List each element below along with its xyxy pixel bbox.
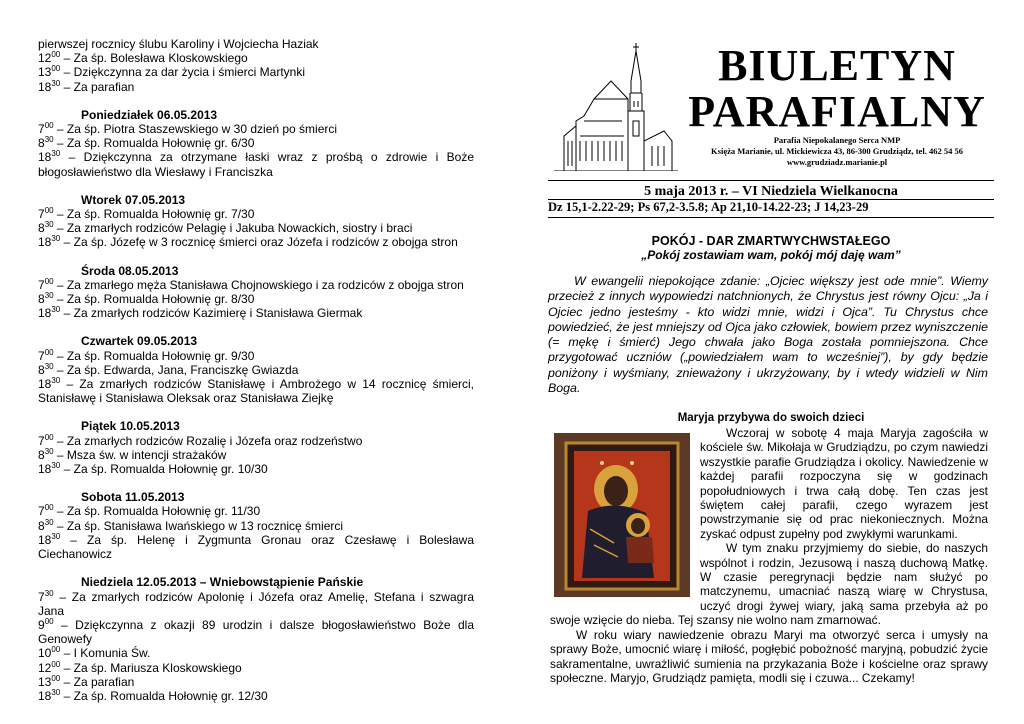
mary-paragraph-1: Wczoraj w sobotę 4 maja Maryja zagościła w kościele św. Mikołaja w Grudziądzu, po czym nawiedzi wszystkie parafie Grudziądza i okolicy. Nawiedzenie w każdej parafii rozpoczyna się w godzinach popołudniowych i trwa całą dobę. Ten czas jest świętem całej parafii, czego wyrazem jest powstrzymanie się od prac niekoniecznych. Można zyskać odpust zupełny pod zwykłymi warunkami. xyxy=(700,426,988,541)
intention-minutes: 30 xyxy=(44,446,54,456)
intention-minutes: 00 xyxy=(51,50,61,60)
day-heading: Czwartek 09.05.2013 xyxy=(81,334,198,349)
intention-minutes: 30 xyxy=(44,291,54,301)
intention-hour: 18 xyxy=(38,532,52,547)
intention-minutes: 30 xyxy=(44,588,54,598)
intention-hour: 8 xyxy=(38,221,45,236)
intention-minutes: 00 xyxy=(44,616,54,626)
parish-address: Księża Marianie, ul. Mickiewicza 43, 86-300 Grudziądz, tel. 462 54 56 xyxy=(711,146,963,156)
bulletin-front-page xyxy=(548,37,994,685)
intention-hour: 8 xyxy=(38,447,45,462)
intention-text: – Za śp. Helenę i Zygmunta Gronau oraz Czesławę i Bolesława Ciechanowicz xyxy=(38,532,474,562)
day-heading: Piątek 10.05.2013 xyxy=(81,419,180,434)
intention-minutes: 00 xyxy=(51,659,61,669)
intention-line xyxy=(38,504,474,518)
intention-line xyxy=(38,207,474,221)
intention-hour: 8 xyxy=(38,518,45,533)
intention-minutes: 00 xyxy=(51,64,61,74)
intention-minutes: 30 xyxy=(44,135,54,145)
intention-hour: 7 xyxy=(38,277,45,292)
intention-minutes: 00 xyxy=(44,206,54,216)
day-heading: Sobota 11.05.2013 xyxy=(81,490,185,505)
intention-hour: 7 xyxy=(38,348,45,363)
intention-hour: 8 xyxy=(38,292,45,307)
intention-minutes: 30 xyxy=(51,78,61,88)
day-heading: Niedziela 12.05.2013 – Wniebowstąpienie Pańskie xyxy=(81,575,364,590)
intention-hour: 10 xyxy=(38,646,52,661)
intention-hour: 8 xyxy=(38,136,45,151)
intention-minutes: 30 xyxy=(44,361,54,371)
black-madonna-icon-photo xyxy=(554,433,690,597)
intention-hour: 12 xyxy=(38,51,52,66)
intention-text: – Za zmarłych rodziców Apolonię i Józefa oraz Amelię, Stefana i szwagra Jana xyxy=(38,589,474,618)
intention-minutes: 30 xyxy=(51,149,61,159)
intention-hour: 18 xyxy=(38,462,52,477)
intention-text: – Za śp. Romualda Hołownię gr. 10/30 xyxy=(60,462,268,477)
intention-hour: 18 xyxy=(38,306,52,321)
intention-line xyxy=(38,661,474,675)
intention-line: pierwszej rocznicy ślubu Karoliny i Wojciecha Haziak xyxy=(38,37,319,51)
intention-minutes: 00 xyxy=(44,347,54,357)
intention-hour: 18 xyxy=(38,688,52,703)
intention-hour: 7 xyxy=(38,207,45,222)
intention-line xyxy=(38,618,474,646)
intention-line xyxy=(38,646,474,660)
bulletin-title-line1: BIULETYN xyxy=(718,41,956,90)
intention-text: – Za śp. Romualda Hołownię gr. 12/30 xyxy=(60,688,268,703)
intention-line xyxy=(38,65,474,79)
intention-line xyxy=(38,349,474,363)
parish-name: Parafia Niepokalanego Serca NMP xyxy=(773,135,901,145)
intention-text: – Za śp. Romualda Hołownię gr. 9/30 xyxy=(53,348,255,363)
intention-minutes: 30 xyxy=(51,305,61,315)
intention-line xyxy=(38,689,474,703)
intention-line xyxy=(38,377,474,405)
intention-hour: 18 xyxy=(38,377,52,392)
intention-hour: 12 xyxy=(38,660,52,675)
intention-minutes: 30 xyxy=(51,531,61,541)
intention-line xyxy=(38,462,474,476)
intention-minutes: 30 xyxy=(51,687,61,697)
intention-minutes: 00 xyxy=(51,645,61,655)
intention-text: – Dziękczynna za otrzymane łaski wraz z prośbą o zdrowie i Boże błogosławieństwo dla Wiesławy i Franciszka xyxy=(38,150,474,179)
intention-line xyxy=(38,235,474,249)
intention-hour: 7 xyxy=(38,504,45,519)
mass-intentions-column xyxy=(38,37,474,703)
intention-text: – Za śp. Romualda Hołownię gr. 8/30 xyxy=(53,292,255,307)
article-subtitle: „Pokój zostawiam wam, pokój mój daję wam” xyxy=(641,248,901,262)
intention-minutes: 00 xyxy=(44,503,54,513)
intention-text: – Za śp. Stanisława Iwańskiego w 13 rocznicę śmierci xyxy=(53,518,344,533)
intention-line xyxy=(38,122,474,136)
day-heading: Wtorek 07.05.2013 xyxy=(81,192,186,207)
intention-text: – Dziękczynna za dar życia i śmierci Martynki xyxy=(60,65,305,80)
intention-text: – Za śp. Bolesława Kloskowskiego xyxy=(60,51,248,66)
intention-text: – Za śp. Piotra Staszewskiego w 30 dzień po śmierci xyxy=(53,122,338,137)
mary-article-title: Maryja przybywa do swoich dzieci xyxy=(677,412,865,424)
church-drawing-icon xyxy=(554,41,678,171)
intention-line xyxy=(38,363,474,377)
intention-minutes: 30 xyxy=(44,220,54,230)
parish-website: www.grudziadz.marianie.pl xyxy=(786,157,888,167)
intention-minutes: 00 xyxy=(51,673,61,683)
intention-text: – Za śp. Józefę w 3 rocznicę śmierci oraz Józefa i rodziców z obojga stron xyxy=(60,235,458,250)
intention-line xyxy=(38,278,474,292)
intention-text: – Za śp. Romualda Hołownię gr. 11/30 xyxy=(53,504,261,519)
intention-minutes: 00 xyxy=(44,121,54,131)
liturgical-readings: Dz 15,1-2.22-29; Ps 67,2-3.5.8; Ap 21,10-14.22-23; J 14,23-29 xyxy=(548,200,869,214)
intention-text: – Za parafian xyxy=(60,79,135,94)
intention-minutes: 00 xyxy=(44,432,54,442)
article-title: POKÓJ - DAR ZMARTWYCHWSTAŁEGO xyxy=(651,234,891,248)
intention-text: – Za zmarłych rodziców Pelagię i Jakuba Nowackich, siostry i braci xyxy=(53,221,413,236)
intention-minutes: 30 xyxy=(44,517,54,527)
intention-line xyxy=(38,136,474,150)
masthead xyxy=(548,37,994,179)
intention-line xyxy=(38,590,474,618)
intention-hour: 7 xyxy=(38,122,45,137)
intention-line xyxy=(38,150,474,178)
intention-line xyxy=(38,434,474,448)
intention-hour: 18 xyxy=(38,235,52,250)
day-heading: Środa 08.05.2013 xyxy=(81,263,179,278)
intention-line xyxy=(38,221,474,235)
intention-line xyxy=(38,519,474,533)
masthead-text xyxy=(680,43,994,168)
intention-hour: 18 xyxy=(38,79,52,94)
intention-minutes: 30 xyxy=(51,376,61,386)
intention-text: – Msza św. w intencji strażaków xyxy=(53,447,227,462)
intention-text: – Za śp. Edwarda, Jana, Franciszkę Gwiazda xyxy=(53,362,299,377)
mary-paragraph-3: W roku wiary nawiedzenie obrazu Maryi ma otworzyć serca i umysły na sprawy Boże, umocnić wiarę i miłość, pogłębić pobożność maryjną, pobudzić życie sakramentalne, uwrażliwić sumienia na przykazania Boże i kościelne oraz sprawy społeczne. Maryjo, Grudziądz pamięta, modli się i czuwa... Czekamy! xyxy=(550,627,988,685)
intention-text: – Za zmarłych rodziców Kazimierę i Stanisława Giermak xyxy=(60,306,363,321)
intention-line xyxy=(38,292,474,306)
intention-text: – Za parafian xyxy=(60,674,135,689)
intention-line xyxy=(38,448,474,462)
mary-paragraph-2: W tym znaku przyjmiemy do siebie, do naszych wspólnot i rodzin, Jezusową i naszą duchową Matkę. W czasie peregrynacji będzie nam służyć po matczynemu, umacniać naszą wiarę w Chrystusa, uczyć drogi żywej wiary, jaką sama przebyła aż po swoje wzięcie do nieba. Tej szansy nie wolno nam zmarnować. xyxy=(550,541,988,628)
issue-date: 5 maja 2013 r. – VI Niedziela Wielkanocna xyxy=(644,184,898,199)
intention-line xyxy=(38,306,474,320)
intention-text: – I Komunia Św. xyxy=(60,646,151,661)
intention-line xyxy=(38,533,474,561)
intention-hour: 18 xyxy=(38,150,52,165)
intention-text: – Za zmarłych rodziców Stanisławę i Ambrożego w 14 rocznicę śmierci, Stanisławę i Stanisława Oleksak oraz Stanisława Ziejkę xyxy=(38,377,474,406)
divider xyxy=(548,217,994,218)
intention-text: – Za zmarłego męża Stanisława Chojnowskiego i za rodziców z obojga stron xyxy=(53,277,464,292)
intention-text: – Za śp. Romualda Hołownię gr. 7/30 xyxy=(53,207,255,222)
intention-line xyxy=(38,675,474,689)
intention-line xyxy=(38,51,474,65)
intention-hour: 7 xyxy=(38,589,45,604)
intention-text: – Dziękczynna z okazji 89 urodzin i dalsze błogosławieństwo Boże dla Genowefy xyxy=(38,617,474,647)
intention-minutes: 30 xyxy=(51,234,61,244)
intention-text: – Za śp. Mariusza Kloskowskiego xyxy=(60,660,242,675)
intention-hour: 8 xyxy=(38,362,45,377)
intention-hour: 13 xyxy=(38,674,52,689)
divider xyxy=(548,180,994,181)
bulletin-title-line2: PARAFIALNY xyxy=(688,87,986,136)
intention-line xyxy=(38,80,474,94)
article-body: W ewangelii niepokojące zdanie: „Ojciec większy jest ode mnie”. Wiemy przecież z innych wypowiedzi natchnionych, że Chrystus jest równy Ojcu: „Ja i Ojciec jedno jesteśmy - kto widzi mnie, widzi i Ojca”. Tu Chrystus chce powiedzieć, że jest mniejszy od Ojca jako człowiek, bowiem przez wyniszczenie (= mękę i śmierć) Jego chwała jako Boga została pomniejszona. Chce przygotować uczniów („powiedziałem wam to wcześniej”), by gdy będzie poniżony i wyśmiany, znieważony i ukrzyżowany, by i wtedy widzieli w Nim Boga. xyxy=(548,274,988,396)
intention-minutes: 00 xyxy=(44,276,54,286)
intention-minutes: 30 xyxy=(51,461,61,471)
intention-hour: 13 xyxy=(38,65,52,80)
intention-text: – Za śp. Romualda Hołownię gr. 6/30 xyxy=(53,136,255,151)
intention-hour: 7 xyxy=(38,433,45,448)
intention-text: – Za zmarłych rodziców Rozalię i Józefa oraz rodzeństwo xyxy=(53,433,363,448)
day-heading: Poniedziałek 06.05.2013 xyxy=(81,107,218,122)
intention-hour: 9 xyxy=(38,617,45,632)
